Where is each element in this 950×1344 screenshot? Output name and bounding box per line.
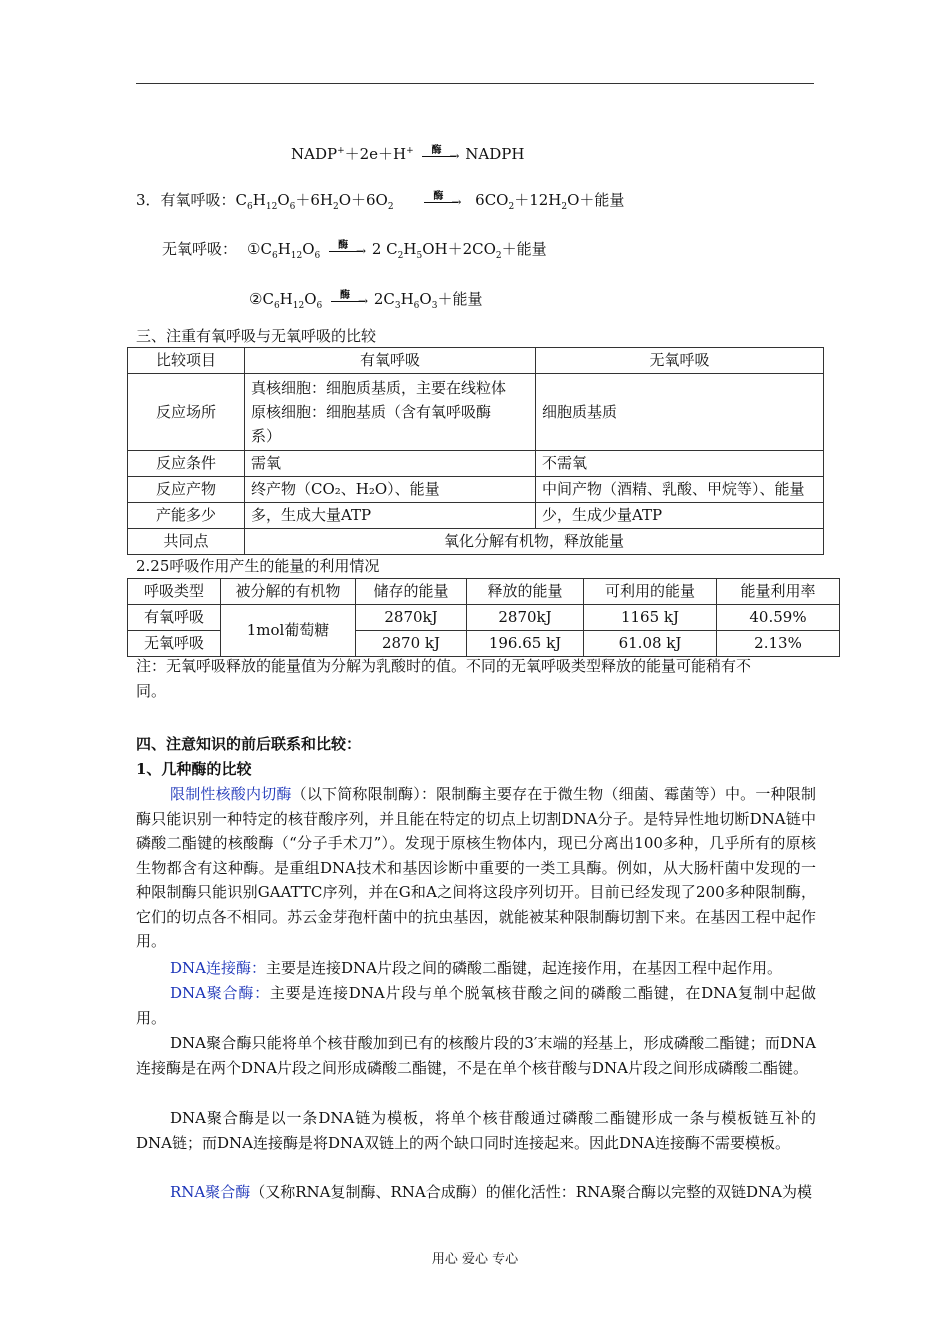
paragraph-restriction-enzyme: 限制性核酸内切酶（以下简称限制酶）：限制酶主要存在于微生物（细菌、霉菌等）中。一种限制酶只能识别一种特定的核苷酸序列，并且能在特定的切点上切割DNA分子。是特异性地切断DNA链中磷酸二酯键的核酸酶（“分子手术刀”）。发现于原核生物体内，现已分离出100多种，几乎所有的原核生物都含有这种酶。是重组DNA技术和基因诊断中重要的一类工具酶。例如，从大肠杆菌中发现的一种限制酶只能识别GAATTC序列，并在G和A之间将这段序列切开。目前已经发现了200多种限制酶，它们的切点各不相同。苏云金芽孢杆菌中的抗虫基因，就能被某种限制酶切割下来。在基因工程中起作用。 [136,785,816,950]
equation-aerobic: 3．有氧呼吸：$C_6H_{12}O_6+6H_2O+6O_2$ 酶 → $6CO_2+12H_2O+$能量 [136,191,625,212]
term-dna-ligase: DNA连接酶： [170,959,266,977]
paragraph-polymerase-vs-ligase-2: DNA聚合酶是以一条DNA链为模板，将单个核苷酸通过磷酸二酯键形成一条与模板链互补的DNA链；而DNA连接酶是将DNA双链上的两个缺口同时连接起来。因此DNA连接酶不需要模板。 [136,1109,816,1152]
equation-anaerobic-1: 无氧呼吸： $①C_6H_{12}O_6$ 酶 → 2 $C_2H_5OH+2CO_2+$能量 [162,240,547,261]
table-row: 有氧呼吸 1mol葡萄糖 2870kJ 2870kJ 1165 kJ 40.59% [128,605,840,631]
enzyme-arrow-icon: 酶 → [424,194,458,208]
enzyme-arrow-icon: 酶 → [329,243,363,257]
paragraph-dna-polymerase: DNA聚合酶：主要是连接DNA片段与单个脱氧核苷酸之间的磷酸二酯键，在DNA复制中起做用。 [136,984,816,1027]
table-header-row: 呼吸类型 被分解的有机物 储存的能量 释放的能量 可利用的能量 能量利用率 [128,579,840,605]
page-footer: 用心 爱心 专心 [431,1252,519,1267]
term-dna-polymerase: DNA聚合酶： [170,984,270,1002]
paragraph-rna-polymerase: RNA聚合酶（又称RNA复制酶、RNA合成酶）的催化活性：RNA聚合酶以完整的双链DNA为模 [170,1183,813,1201]
paragraph-polymerase-vs-ligase-1: DNA聚合酶只能将单个核苷酸加到已有的核酸片段的3′末端的羟基上，形成磷酸二酯键；而DNA连接酶是在两个DNA片段之间形成磷酸二酯键，不是在单个核苷酸与DNA片段之间形成磷酸二酯键。 [136,1034,816,1077]
table-row: 产能多少 多，生成大量ATP 少，生成少量ATP [128,503,824,529]
table-row: 反应场所 真核细胞：细胞质基质，主要在线粒体 原核细胞：细胞基质（含有氧呼吸酶 系） 细胞质基质 [128,374,824,451]
comparison-table [127,347,824,555]
enzyme-arrow-icon: 酶 → [331,293,365,307]
table-header-row: 比较项目 有氧呼吸 无氧呼吸 [128,348,824,374]
energy-table [127,578,840,657]
sub1-title: 1、几种酶的比较 [136,760,252,778]
equation-nadp: NADP+＋2e＋H+ 酶 → NADPH [291,145,525,163]
term-rna-polymerase: RNA聚合酶 [170,1183,251,1201]
header-rule [136,83,814,84]
section3-title: 三、注重有氧呼吸与无氧呼吸的比较 [136,327,377,345]
equation-anaerobic-2: $②C_6H_{12}O_6$ 酶 → $2C_3H_6O_3+$能量 [249,290,483,311]
enzyme-arrow-icon: 酶 → [422,148,456,162]
table-row: 共同点 氧化分解有机物，释放能量 [128,529,824,555]
table-row: 反应条件 需氧 不需氧 [128,451,824,477]
note-line-1: 注：无氧呼吸释放的能量值为分解为乳酸时的值。不同的无氧呼吸类型释放的能量可能稍有不 [136,657,752,675]
note-line-2: 同。 [136,682,167,700]
table-row: 无氧呼吸 2870 kJ 196.65 kJ 61.08 kJ 2.13% [128,631,840,657]
table-row: 反应产物 终产物（CO₂、H₂O）、能量 中间产物（酒精、乳酸、甲烷等）、能量 [128,477,824,503]
section225-title: 2.25呼吸作用产生的能量的利用情况 [136,557,380,575]
section4-title: 四、注意知识的前后联系和比较： [136,735,362,753]
term-restriction-enzyme: 限制性核酸内切酶 [170,785,292,803]
paragraph-dna-ligase: DNA连接酶：主要是连接DNA片段之间的磷酸二酯键，起连接作用，在基因工程中起作用。 [170,959,782,977]
